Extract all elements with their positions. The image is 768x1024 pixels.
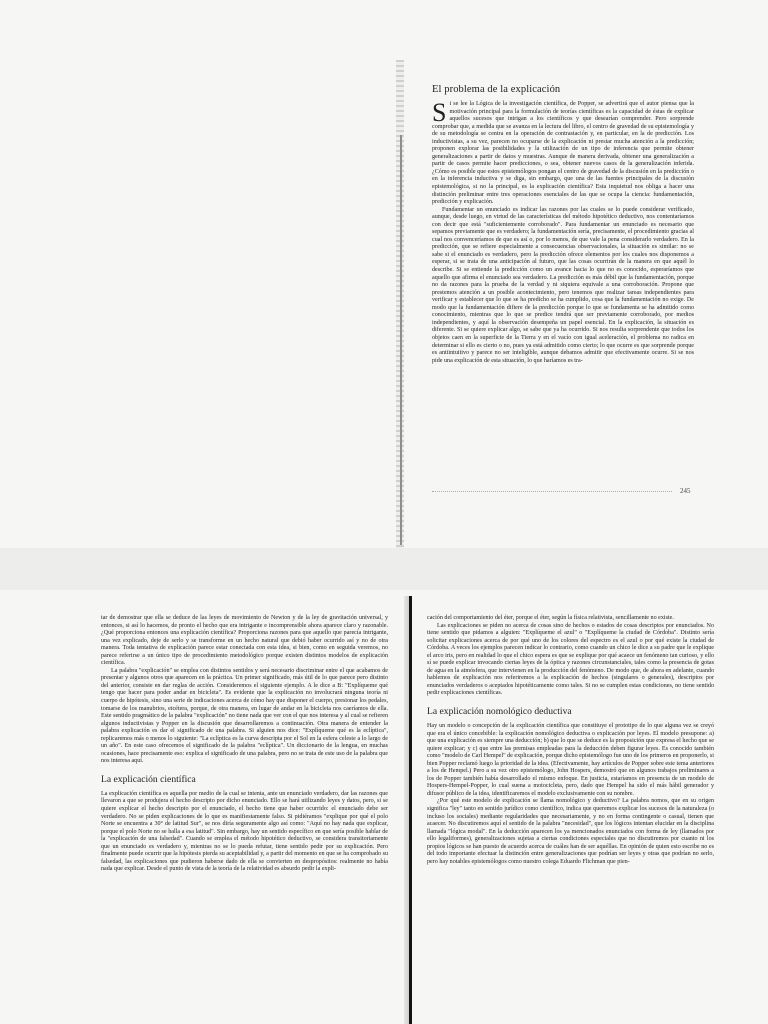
body-paragraph: tar de demostrar que ella se deduce de las leyes de movimiento de Newton y de la ley de gravitación universal, y entonces, si así lo hacemos, de pronto el hecho que era intrigante e incomprensible ahora aparece claro y razonable. ¿Qué proporciona entonces una explicación científica? Proporciona razones para que aquello que parecía intrigante, una vez explicado, deje de serlo y se transforme en un hecho natural que debió haber ocurrido así y no de otra manera. Toda tentativa de explicación parece estar conectada con esta idea, si bien, como en seguida veremos, no parece referirse a un único tipo de procedimiento metodológico porque existen distintos modelos de explicación científica.: [101, 615, 388, 667]
section-heading: La explicación nomológico deductiva: [427, 706, 572, 718]
page-247: [427, 615, 714, 866]
footer-rule: [432, 491, 672, 492]
page-number: 245: [680, 487, 691, 495]
page-246: [101, 615, 388, 874]
page-245: [432, 84, 694, 365]
body-paragraph: La explicación científica es aquella por medio de la cual se intenta, ante un enunciado verdadero, dar las razones que llevaron a que se produjera el hecho descripto por dicho enunciado. Ello se hará utilizando leyes y datos, pero, si se quiere explicar el hecho descripto por el enunciado, el hecho tiene que haber ocurrido: el enunciado debe ser verdadero. No se piden explicaciones de lo que es manifiestamente falso. Si pidiéramos "explique por qué el polo Norte se encuentra a 30° de latitud Sur", se nos diría seguramente algo así como: "Aquí no hay nada que explicar, porque el polo Norte no se halla a esa latitud". Sin embargo, hay un sentido específico en que sería posible hablar de la "explicación de una falsedad". Cuando se emplea el método hipotético deductivo, se considera transitoriamente que un enunciado es verdadero y, mientras no se lo pueda refutar, tiene sentido pedir por su explicación. Pero finalmente puede ocurrir que la hipótesis pierda su aceptabilidad y, a partir del momento en que se ha comprobado su falsedad, las explicaciones que pudieron haberse dado de ella se convierten en despropósitos: realmente no había nada que explicar. Desde el punto de vista de la teoría de la relatividad es absurdo pedir la expli-: [101, 790, 388, 873]
opening-paragraph-text: i se lee la Lógica de la investigación científica, de Popper, se advertirá que el autor piensa que la motivación principal para la formulación de teorías científicas es la capacidad de éstas de explicar aquellos sucesos que intrigan a los científicos y que desearían comprender. Pero sorprende comprobar que, a medida que se avanza en la lectura del libro, el centro de gravedad de su epistemología y de su metodología se centra en la operación de contrastación y, en particular, en la de predicción. Los inductivistas, a su vez, parecen no ocuparse de la explicación ni prestar mucha atención a la predicción; proponen explorar las posibilidades y la utilización de un tipo de inferencia que permite obtener generalizaciones a partir de datos y muestras. Aunque de manera derivada, obtener una generalización a partir de casos permite hacer predicciones, o sea, obtener nuevos casos de la generalización inferida. ¿Cómo es posible que estos epistemólogos pongan el centro de gravedad de la discusión en la predicción o en la inferencia inductiva y se diga, sin embargo, que una de las fuentes principales de la discusión epistemológica, si no la principal, es la explicación científica? Esta inquietud nos obliga a hacer una distinción preliminar entre tres operaciones esenciales de las que se ocupa la ciencia: fundamentación, predicción y explicación.: [432, 101, 694, 206]
body-paragraph: Las explicaciones se piden no acerca de cosas sino de hechos o estados de cosas descriptos por enunciados. No tiene sentido que pidamos a alguien: "Explíqueme el azul" o "Explíqueme la ciudad de Córdoba". Distinto sería solicitar explicaciones acerca de por qué uno de los colores del espectro es el azul o por qué existe la ciudad de Córdoba. A veces los ejemplos parecen indicar lo contrario, como cuando un chico le dice a su padre que le explique el arco iris, pero en realidad lo que el chico espera es que se explique por qué acaece un fenómeno tan curioso, y ello sí se puede explicar invocando ciertas leyes de la óptica y razones circunstanciales, tales como la presencia de gotas de agua en la atmósfera, que intervienen en la producción del fenómeno. De modo que, de ahora en adelante, cuando hablemos de explicación nos referiremos a la explicación de hechos (singulares o generales), descriptos por enunciados verdaderos o aceptados hipotéticamente como tales. Si no se cumplen estas condiciones, no tiene sentido pedir explicaciones científicas.: [427, 622, 714, 697]
scan-gap: [0, 548, 768, 590]
binding-line-top: [400, 135, 402, 545]
binding-line-bottom: [409, 596, 412, 1024]
body-paragraph: ¿Por qué este modelo de explicación se llama nomológico y deductivo? La palabra nomos, que en su origen significa "ley" tanto en sentido jurídico como científico, indica que queremos explicar los sucesos de la naturaleza (o incluso los sociales) mediante regularidades que necesariamente, y no en forma contingente o casual, tienen que acaecer. No discutiremos aquí el sentido de la palabra "necesidad", que los lógicos intentan elucidar en la disciplina llamada "lógica modal". En la deducción aparecen los ya mencionados enunciados con forma de ley (llamados por ello legaliformes), generalizaciones sujetas a ciertas condiciones especiales que no discutiremos por cuanto ni los propios lógicos se han puesto de acuerdo acerca de cuáles han de ser aquéllas. En opinión de quien esto escribe no es del todo importante efectuar la distinción entre generalizaciones que podrían ser leyes y otras que podrían no serlo, pero hay notables epistemólogos como nuestro colega Eduardo Flichman que pien-: [427, 798, 714, 865]
body-paragraph: cación del comportamiento del éter, porque el éter, según la física relativista, sencillamente no existe.: [427, 615, 674, 621]
section-heading: La explicación científica: [101, 773, 196, 785]
body-paragraph: Fundamentar un enunciado es indicar las razones por las cuales se lo puede considerar verificado, aunque, desde luego, en virtud de las características del método hipotético deductivo, nos contentaríamos con decir que está "suficientemente corroborado". Para fundamentar un enunciado es necesario que sepamos previamente que es verdadero; la fundamentación sería, precisamente, el procedimiento gracias al cual nos convenceríamos de que es así o, por lo menos, de que vale la pena considerarlo verdadero. En la predicción, que se refiere especialmente a consecuencias observacionales, la situación es similar: no se sabe si el enunciado es verdadero, pero la predicción ofrece elementos por los cuales nos disponemos a esperar, si se trata de una anticipación al futuro, que las cosas ocurrirán de la manera en que aquél lo describe. Si se entiende la predicción como un avance hacia lo que no es conocido, esperaríamos que aquello que afirma el enunciado sea verdadero. La predicción es más débil que la fundamentación, porque no da razones para la prueba de la verdad y ni siquiera equivale a una corroboración. Propone que prestemos atención a un posible acontecimiento, pero tenemos que realizar tareas independientes para verificar y establecer que lo que se ha predicho se ha cumplido, cosa que la fundamentación no exige. De modo que la fundamentación difiere de la predicción porque lo que se fundamenta se ha admitido como conocimiento, mientras que lo que se predice tendrá que ser previamente corroborado, por medios independientes, y aquí la observación desempeña un papel esencial. En la explicación, la situación es diferente. Si se quiere explicar algo, se sabe que ya ha ocurrido. Si nos resulta sorprendente que todos los objetos caen en la superficie de la Tierra y en el vacío con igual aceleración, el problema no radica en determinar si ello es cierto o no, pues ya está admitido como cierto; lo que ocurre es que sorprende porque es antiintuitivo y parece no ser inteligible, aunque debamos admitir que efectivamente ocurre. Si se nos pide una explicación de esta situación, lo que haríamos es tra-: [432, 206, 694, 364]
opening-paragraph: [432, 98, 694, 207]
body-paragraph: Hay un modelo o concepción de la explicación científica que constituye el prototipo de lo que alguna vez se creyó que era el único concebible: la explicación nomológico deductiva o explicación por leyes. El modelo presupone: a) que una explicación es siempre una deducción; b) que lo que se deduce es la proposición que expresa el hecho que se quiere explicar; y c) que entre las premisas empleadas para la deducción deben figurar leyes. Es conocido también como "modelo de Carl Hempel" de explicación, porque dicho epistemólogo fue uno de los primeros en proponerlo, si bien Popper reclamó luego la prioridad de la idea. (Efectivamente, hay artículos de Popper sobre este tema anteriores a los de Hempel.) Pero a su vez otro epistemólogo, John Hospers, demostró que en algunos trabajos preliminares a los de Popper también había desarrollado el mismo enfoque. En justicia, estaríamos en presencia de un modelo de Hospers-Hempel-Popper, lo cual suena a motocicleta, pero, dado que Hempel ha sido el más hábil generador y difusor público de la idea, identificaremos el modelo exclusivamente con su nombre.: [427, 723, 714, 797]
body-paragraph: La palabra "explicación" se emplea con distintos sentidos y será necesario discriminar entre el que acabamos de presentar y algunos otros que aparecen en la práctica. Un primer significado, más útil de lo que parece pero distinto del anterior, consiste en dar reglas de acción. Consideremos el siguiente ejemplo. A le dice a B: "Explíqueme qué tengo que hacer para poder andar en bicicleta". Es evidente que la explicación no involucrará ninguna teoría ni cuerpo de hipótesis, sino una serie de indicaciones acerca de cómo hay que disponer el cuerpo, presionar los pedales, tomarse de los manubrios, etcétera, porque, de otra manera, en lugar de andar en la bicicleta nos caeríamos de ella. Este sentido pragmático de la palabra "explicación" no tiene nada que ver con el que nos interesa y al cual se refieren algunos inductivistas y Popper en la discusión que desarrollaremos a continuación. Otra manera de entender la palabra explicación es dar el significado de una palabra. Si alguien nos dice: "Explíqueme qué es la eclíptica", replicaremos más o menos lo siguiente: "La eclíptica es la curva descripta por el Sol en la esfera celeste a lo largo de un año". En este caso ofrecemos el significado de la palabra "eclíptica". Un diccionario de la lengua, en muchas ocasiones, hace precisamente eso: explica el significado de una palabra, pero no se trata de este uso de la palabra que nos interesa aquí.: [101, 667, 388, 765]
chapter-title: El problema de la explicación: [432, 84, 561, 95]
drop-cap: S: [432, 98, 447, 127]
